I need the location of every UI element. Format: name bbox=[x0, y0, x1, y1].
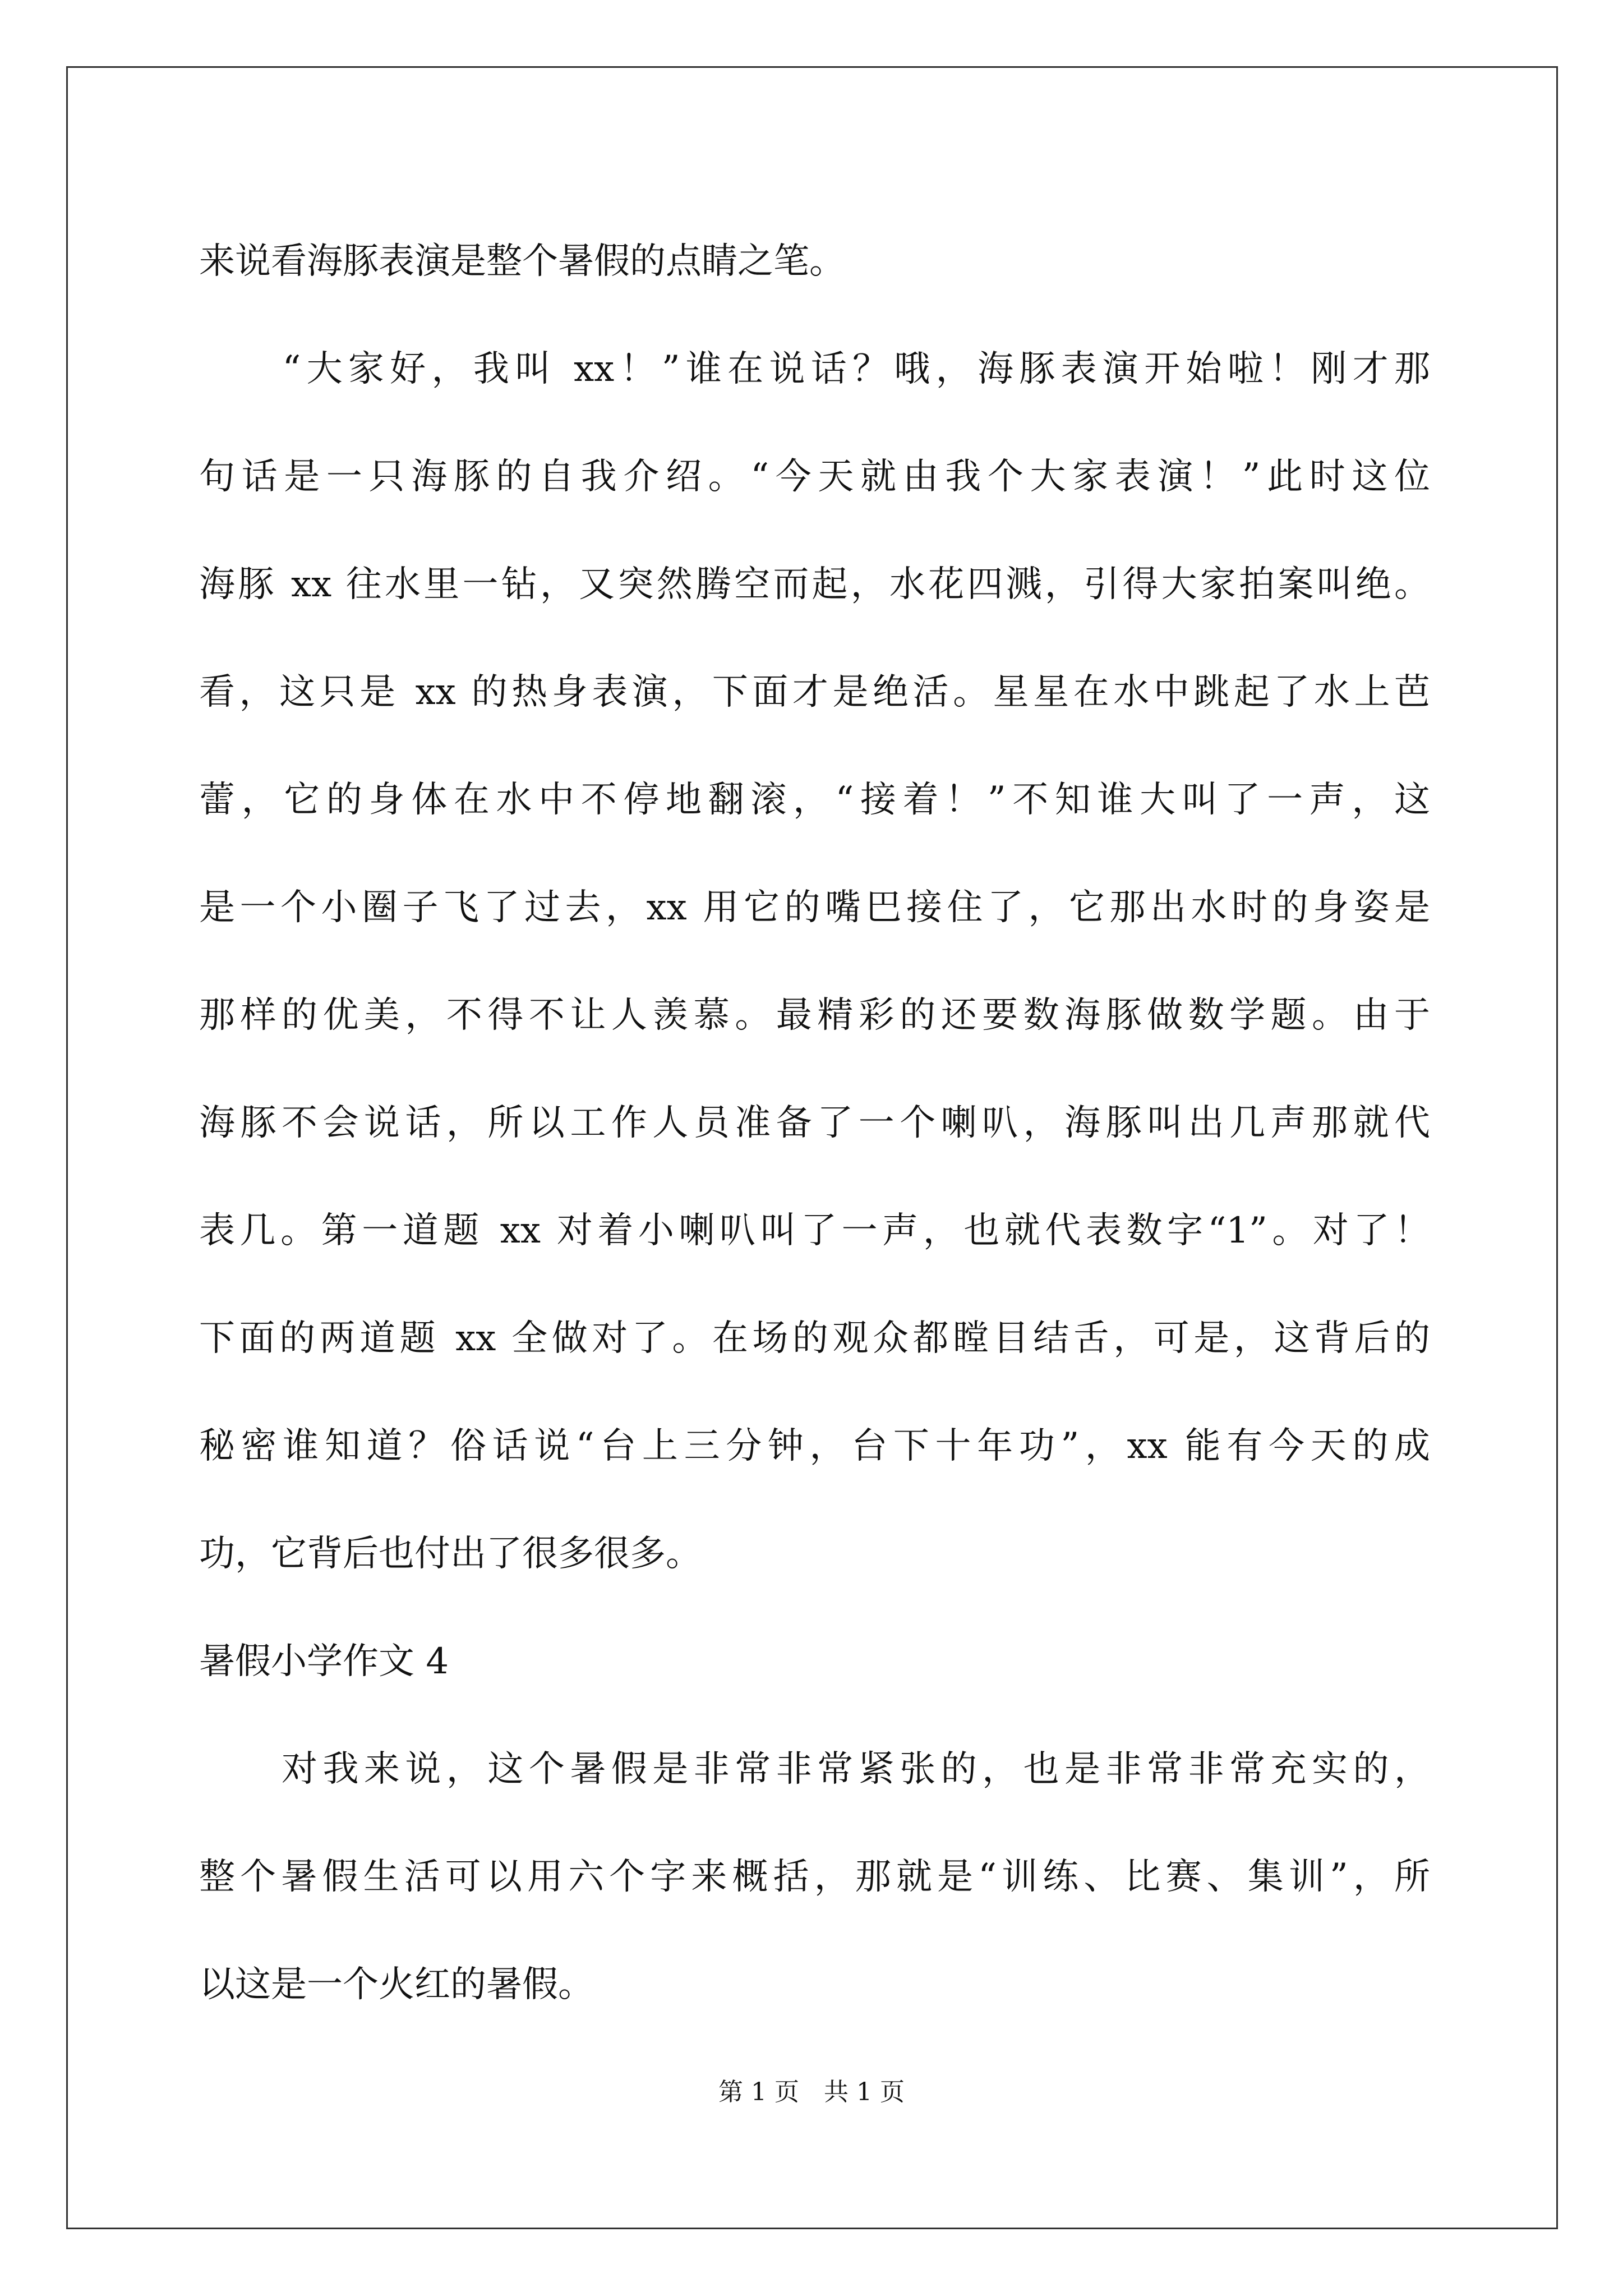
page-footer: 第 1 页 共 1 页 bbox=[718, 2078, 905, 2106]
text-line: 句话是一只海豚的自我介绍。“今天就由我个大家表演！”此时这位 bbox=[199, 456, 1430, 498]
text-line: 来说看海豚表演是整个暑假的点睛之笔。 bbox=[199, 241, 845, 282]
text-line: 以这是一个火红的暑假。 bbox=[199, 1964, 594, 2005]
text-line: 海豚不会说话，所以工作人员准备了一个喇叭，海豚叫出几声那就代 bbox=[199, 1102, 1430, 1144]
text-line: 海豚 xx 往水里一钻，又突然腾空而起，水花四溅，引得大家拍案叫绝。 bbox=[199, 564, 1430, 605]
text-line: 是一个小圈子飞了过去，xx 用它的嘴巴接住了，它那出水时的身姿是 bbox=[199, 887, 1430, 928]
text-line: “大家好，我叫 xx！”谁在说话？哦，海豚表演开始啦！刚才那 bbox=[199, 348, 1430, 390]
text-line: 看，这只是 xx 的热身表演，下面才是绝活。星星在水中跳起了水上芭 bbox=[199, 671, 1430, 713]
text-line: 表几。第一道题 xx 对着小喇叭叫了一声，也就代表数字“1”。对了！ bbox=[199, 1210, 1430, 1251]
text-line: 蕾，它的身体在水中不停地翻滚，“接着！”不知谁大叫了一声，这 bbox=[199, 779, 1430, 821]
document-body bbox=[199, 208, 1430, 2039]
text-line: 下面的两道题 xx 全做对了。在场的观众都瞠目结舌，可是，这背后的 bbox=[199, 1318, 1430, 1359]
text-line: 功，它背后也付出了很多很多。 bbox=[199, 1533, 702, 1575]
text-line: 整个暑假生活可以用六个字来概括，那就是“训练、比赛、集训”，所 bbox=[199, 1856, 1430, 1898]
text-line: 对我来说，这个暑假是非常非常紧张的，也是非常非常充实的， bbox=[199, 1749, 1430, 1790]
text-line: 暑假小学作文 4 bbox=[199, 1641, 449, 1682]
text-line: 那样的优美，不得不让人羡慕。最精彩的还要数海豚做数学题。由于 bbox=[199, 995, 1430, 1036]
text-line: 秘密谁知道？俗话说“台上三分钟，台下十年功”，xx 能有今天的成 bbox=[199, 1425, 1430, 1467]
